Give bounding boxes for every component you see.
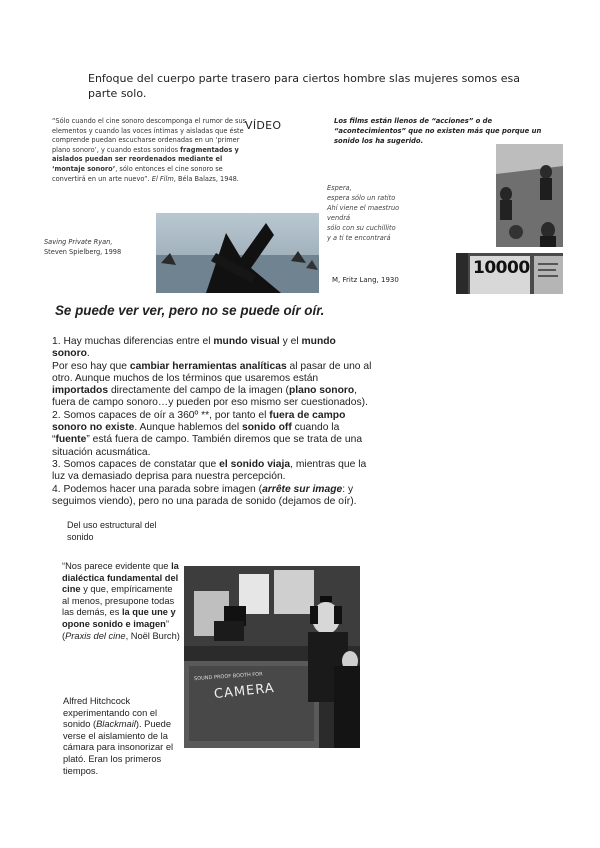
m-film-photo-image [496,144,563,247]
hitchcock-caption: Alfred Hitchcock experimentando con el sonido (Blackmail). Puede verse el aislamiento de la cámara para insonorizar el plató. Eran los primeros tiempos. [63,696,174,776]
body-paragraph-5: 4. Podemos hacer una parada sobre imagen (arrête sur image: y seguimos viendo), pero no una parada de sonido (dejamos de oír). [52,483,357,507]
beach-hedgehogs-image [156,213,319,293]
reward-sign-text: 10000 [473,258,530,278]
m-film-photo [496,144,563,247]
saving-private-ryan-caption: Saving Private Ryan, Steven Spielberg, 1998 [44,238,122,256]
espera-quote: Espera, espera sólo un ratito Ahí viene el maestruo vendrá sólo con su cuchillito y a ti te encontrará [327,184,400,242]
balazs-quote: “Sólo cuando el cine sonoro descomponga el rumor de sus elementos y cuando las voces íntimas y aisladas que éste comprende puedan escucharse ordenadas en un ‘primer plano sonoro’, y cuando estos sonidos fragmentados y aislados puedan ser reordenados mediante el ‘montaje sonoro’, sólo entonces el cine sonoro se convertirá en un arte nuevo”. El Film, Béla Balazs, 1948. [52,117,247,183]
body-paragraph-3: 2. Somos capaces de oír a 360º **, por tanto el fuera de campo sonoro no existe. Aunque hablemos del sonido off cuando la “fuente” está fuera de campo. También diremos que se trata de una situación acusmática. [52,409,363,458]
booth-sign-camera: CAMERA [213,680,276,703]
body-paragraph-2: Por eso hay que cambiar herramientas analíticas al pasar de uno al otro. Aunque muchos de los términos que usaremos están importados directamente del campo de la imagen (plano sonoro, fuera de campo sonoro…y pueden por eso mismo ser cuestionados). [52,360,372,409]
body-text [52,336,376,508]
hitchcock-soundproof-booth-image [184,566,360,748]
body-paragraph-4: 3. Somos capaces de constatar que el sonido viaja, mientras que la luz va demasiado deprisa para nuestra percepción. [52,458,367,483]
hitchcock-photo [184,566,360,748]
section-title: Se puede ver ver, pero no se puede oír oír. [55,303,325,318]
m-fritz-lang-caption: M, Fritz Lang, 1930 [332,276,399,284]
reward-poster-photo [456,253,563,294]
page-header: Enfoque del cuerpo parte trasero para ciertos hombre slas mujeres somos esa parte solo. [88,72,520,100]
structural-use-label: Del uso estructural del sonido [67,520,157,542]
body-paragraph-1: 1. Hay muchas diferencias entre el mundo visual y el mundo sonoro. [52,336,336,360]
burch-quote: “Nos parece evidente que la dialéctica fundamental del cine y que, empíricamente al menos, presupone todas las demás, es la que une y opone sonido e imagen” (Praxis del cine, Noël Burch) [62,561,180,641]
saving-private-ryan-photo [156,213,319,293]
films-quote: Los films están llenos de “acciones” o de “acontecimientos” que no existen más que porque un sonido los ha sugerido. [334,117,542,145]
video-label: VÍDEO [245,119,282,132]
booth-sign-small: SOUND PROOF BOOTH FOR [193,671,263,683]
